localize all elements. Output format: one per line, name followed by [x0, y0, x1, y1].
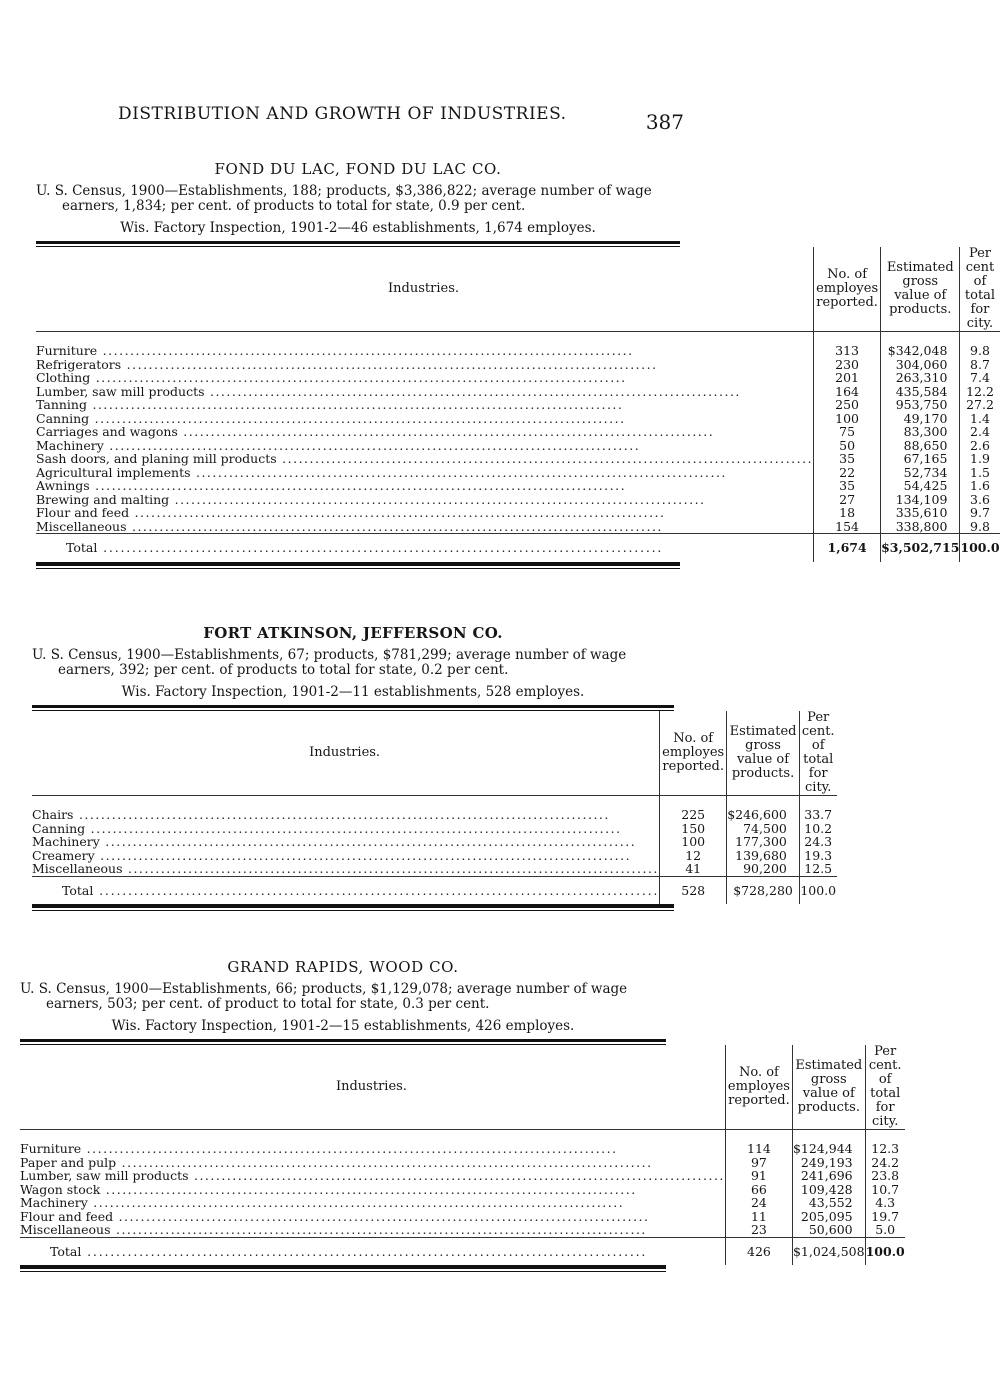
employes-cell: 23 — [725, 1223, 792, 1237]
employes-cell: 91 — [725, 1169, 792, 1183]
industry-name: Creamery ..... — [32, 849, 659, 863]
table-row — [20, 1142, 905, 1156]
industry-name: Awnings ..... — [36, 479, 813, 493]
section-title: FOND DU LAC, FOND DU LAC CO. — [214, 160, 502, 178]
employes-cell: 100 — [660, 835, 727, 849]
industry-name: Miscellaneous ..... — [36, 520, 813, 534]
table-row — [36, 452, 1000, 466]
employes-cell: 75 — [814, 425, 881, 439]
value-cell: 43,552 — [792, 1196, 865, 1210]
value-cell: 177,300 — [727, 835, 800, 849]
table-row — [20, 1169, 905, 1183]
total-row — [36, 534, 1000, 562]
table-row — [20, 1196, 905, 1210]
percent-cell: 7.4 — [960, 371, 1000, 385]
table-row — [36, 412, 1000, 426]
value-cell: 249,193 — [792, 1156, 865, 1170]
industry-name: Chairs ..... — [32, 808, 659, 822]
section-fond-du-lac — [36, 160, 1000, 569]
total-percent: 100.0 — [865, 1237, 905, 1265]
total-value: $728,280 — [727, 876, 800, 904]
industry-name: Machinery ..... — [36, 439, 813, 453]
total-value: $3,502,715 — [881, 534, 960, 562]
table-row — [36, 425, 1000, 439]
header-employes: No. of employes reported. — [814, 247, 881, 332]
industry-name: Brewing and malting ..... — [36, 493, 813, 507]
value-cell: 74,500 — [727, 822, 800, 836]
percent-cell: 4.3 — [865, 1196, 905, 1210]
percent-cell: 24.3 — [799, 835, 836, 849]
employes-cell: 12 — [660, 849, 727, 863]
census-paragraph: U. S. Census, 1900—Establishments, 67; products, $781,299; average number of wage earners, 392; per cent. of products to total for state, 0.2 per cent. — [32, 647, 627, 678]
employes-cell: 27 — [814, 493, 881, 507]
table-row — [20, 1223, 905, 1237]
value-cell: 953,750 — [881, 398, 960, 412]
table-row — [36, 493, 1000, 507]
industry-name: Lumber, saw mill products ..... — [36, 385, 813, 399]
value-cell: 304,060 — [881, 358, 960, 372]
section-title: FORT ATKINSON, JEFFERSON CO. — [203, 624, 503, 642]
percent-cell: 33.7 — [799, 808, 836, 822]
header-industries: Industries. — [36, 247, 814, 332]
table-row — [36, 344, 1000, 358]
industry-name: Refrigerators ..... — [36, 358, 813, 372]
employes-cell: 164 — [814, 385, 881, 399]
total-row — [20, 1237, 905, 1265]
table-row — [20, 1210, 905, 1224]
table-row — [32, 835, 837, 849]
industry-name: Canning ..... — [32, 822, 659, 836]
employes-cell: 41 — [660, 862, 727, 876]
section-fort-atkinson — [32, 624, 837, 911]
total-value: $1,024,508 — [792, 1237, 865, 1265]
inspection-line: Wis. Factory Inspection, 1901-2—15 establishments, 426 employes. — [111, 1018, 575, 1034]
industry-name: Carriages and wagons ..... — [36, 425, 813, 439]
value-cell: $342,048 — [881, 344, 960, 358]
industry-name: Canning ..... — [36, 412, 813, 426]
total-percent: 100.0 — [799, 876, 836, 904]
value-cell: 205,095 — [792, 1210, 865, 1224]
table-row — [36, 479, 1000, 493]
value-cell: 109,428 — [792, 1183, 865, 1197]
percent-cell: 3.6 — [960, 493, 1000, 507]
employes-cell: 150 — [660, 822, 727, 836]
header-value: Estimated gross value of products. — [881, 247, 960, 332]
percent-cell: 27.2 — [960, 398, 1000, 412]
inspection-line: Wis. Factory Inspection, 1901-2—46 establishments, 1,674 employes. — [120, 220, 596, 236]
page-number: 387 — [645, 110, 684, 134]
employes-cell: 35 — [814, 479, 881, 493]
value-cell: $246,600 — [727, 808, 800, 822]
percent-cell: 19.3 — [799, 849, 836, 863]
percent-cell: 1.5 — [960, 466, 1000, 480]
industries-table — [32, 711, 837, 904]
industry-name: Furniture ..... — [20, 1142, 725, 1156]
page-header — [118, 100, 688, 136]
table-row — [36, 520, 1000, 534]
employes-cell: 97 — [725, 1156, 792, 1170]
value-cell: 88,650 — [881, 439, 960, 453]
employes-cell: 250 — [814, 398, 881, 412]
header-industries: Industries. — [32, 711, 660, 796]
percent-cell: 12.2 — [960, 385, 1000, 399]
value-cell: 435,584 — [881, 385, 960, 399]
header-industries: Industries. — [20, 1045, 725, 1130]
table-row — [36, 385, 1000, 399]
percent-cell: 9.8 — [960, 344, 1000, 358]
industry-name: Clothing ..... — [36, 371, 813, 385]
employes-cell: 24 — [725, 1196, 792, 1210]
value-cell: 241,696 — [792, 1169, 865, 1183]
percent-cell: 19.7 — [865, 1210, 905, 1224]
table-row — [32, 862, 837, 876]
industry-name: Lumber, saw mill products ..... — [20, 1169, 725, 1183]
percent-cell: 8.7 — [960, 358, 1000, 372]
percent-cell: 5.0 — [865, 1223, 905, 1237]
header-employes: No. of employes reported. — [725, 1045, 792, 1130]
header-percent: Per cent of total for city. — [960, 247, 1000, 332]
total-employes: 1,674 — [814, 534, 881, 562]
value-cell: 67,165 — [881, 452, 960, 466]
total-label: Total ..... — [66, 541, 813, 555]
industry-name: Machinery ..... — [32, 835, 659, 849]
percent-cell: 1.6 — [960, 479, 1000, 493]
value-cell: 335,610 — [881, 506, 960, 520]
value-cell: $124,944 — [792, 1142, 865, 1156]
value-cell: 50,600 — [792, 1223, 865, 1237]
percent-cell: 9.7 — [960, 506, 1000, 520]
percent-cell: 2.6 — [960, 439, 1000, 453]
value-cell: 49,170 — [881, 412, 960, 426]
table-row — [36, 439, 1000, 453]
industry-name: Tanning ..... — [36, 398, 813, 412]
percent-cell: 10.2 — [799, 822, 836, 836]
header-value: Estimated gross value of products. — [727, 711, 800, 796]
employes-cell: 225 — [660, 808, 727, 822]
value-cell: 54,425 — [881, 479, 960, 493]
running-head: DISTRIBUTION AND GROWTH OF INDUSTRIES. — [118, 104, 567, 124]
total-label: Total ..... — [62, 884, 659, 898]
industry-name: Machinery ..... — [20, 1196, 725, 1210]
employes-cell: 154 — [814, 520, 881, 534]
employes-cell: 50 — [814, 439, 881, 453]
employes-cell: 11 — [725, 1210, 792, 1224]
census-paragraph: U. S. Census, 1900—Establishments, 66; products, $1,129,078; average number of wage earners, 503; per cent. of product to total for state, 0.3 per cent. — [20, 981, 628, 1012]
value-cell: 139,680 — [727, 849, 800, 863]
percent-cell: 9.8 — [960, 520, 1000, 534]
percent-cell: 12.3 — [865, 1142, 905, 1156]
header-percent: Per cent. of total for city. — [865, 1045, 905, 1130]
industries-table — [20, 1045, 905, 1265]
table-row — [36, 371, 1000, 385]
census-paragraph: U. S. Census, 1900—Establishments, 188; products, $3,386,822; average number of wage earners, 1,834; per cent. of products to total for state, 0.9 per cent. — [36, 183, 652, 214]
table-bottom-rule — [20, 1265, 666, 1272]
value-cell: 83,300 — [881, 425, 960, 439]
table-row — [32, 849, 837, 863]
table-row — [36, 506, 1000, 520]
percent-cell: 1.4 — [960, 412, 1000, 426]
percent-cell: 1.9 — [960, 452, 1000, 466]
industry-name: Agricultural implements ..... — [36, 466, 813, 480]
inspection-line: Wis. Factory Inspection, 1901-2—11 establishments, 528 employes. — [121, 684, 585, 700]
header-employes: No. of employes reported. — [660, 711, 727, 796]
industry-name: Sash doors, and planing mill products ..... — [36, 452, 813, 466]
percent-cell: 2.4 — [960, 425, 1000, 439]
employes-cell: 201 — [814, 371, 881, 385]
employes-cell: 66 — [725, 1183, 792, 1197]
industry-name: Wagon stock ..... — [20, 1183, 725, 1197]
total-employes: 426 — [725, 1237, 792, 1265]
industry-name: Miscellaneous ..... — [32, 862, 659, 876]
employes-cell: 18 — [814, 506, 881, 520]
table-row — [36, 358, 1000, 372]
employes-cell: 230 — [814, 358, 881, 372]
value-cell: 90,200 — [727, 862, 800, 876]
percent-cell: 12.5 — [799, 862, 836, 876]
value-cell: 134,109 — [881, 493, 960, 507]
section-grand-rapids — [20, 958, 905, 1272]
employes-cell: 313 — [814, 344, 881, 358]
header-value: Estimated gross value of products. — [792, 1045, 865, 1130]
industry-name: Flour and feed ..... — [36, 506, 813, 520]
value-cell: 52,734 — [881, 466, 960, 480]
table-row — [20, 1156, 905, 1170]
table-row — [36, 466, 1000, 480]
industry-name: Paper and pulp ..... — [20, 1156, 725, 1170]
table-row — [32, 808, 837, 822]
percent-cell: 23.8 — [865, 1169, 905, 1183]
employes-cell: 114 — [725, 1142, 792, 1156]
table-bottom-rule — [36, 562, 680, 569]
table-bottom-rule — [32, 904, 674, 911]
value-cell: 338,800 — [881, 520, 960, 534]
value-cell: 263,310 — [881, 371, 960, 385]
total-row — [32, 876, 837, 904]
industries-table — [36, 247, 1000, 562]
header-percent: Per cent. of total for city. — [799, 711, 836, 796]
industry-name: Miscellaneous ..... — [20, 1223, 725, 1237]
section-title: GRAND RAPIDS, WOOD CO. — [227, 958, 459, 976]
percent-cell: 24.2 — [865, 1156, 905, 1170]
percent-cell: 10.7 — [865, 1183, 905, 1197]
table-row — [32, 822, 837, 836]
total-employes: 528 — [660, 876, 727, 904]
total-label: Total ..... — [50, 1245, 725, 1259]
total-percent: 100.0 — [960, 534, 1000, 562]
table-row — [20, 1183, 905, 1197]
table-row — [36, 398, 1000, 412]
employes-cell: 22 — [814, 466, 881, 480]
employes-cell: 100 — [814, 412, 881, 426]
industry-name: Flour and feed ..... — [20, 1210, 725, 1224]
industry-name: Furniture ..... — [36, 344, 813, 358]
employes-cell: 35 — [814, 452, 881, 466]
